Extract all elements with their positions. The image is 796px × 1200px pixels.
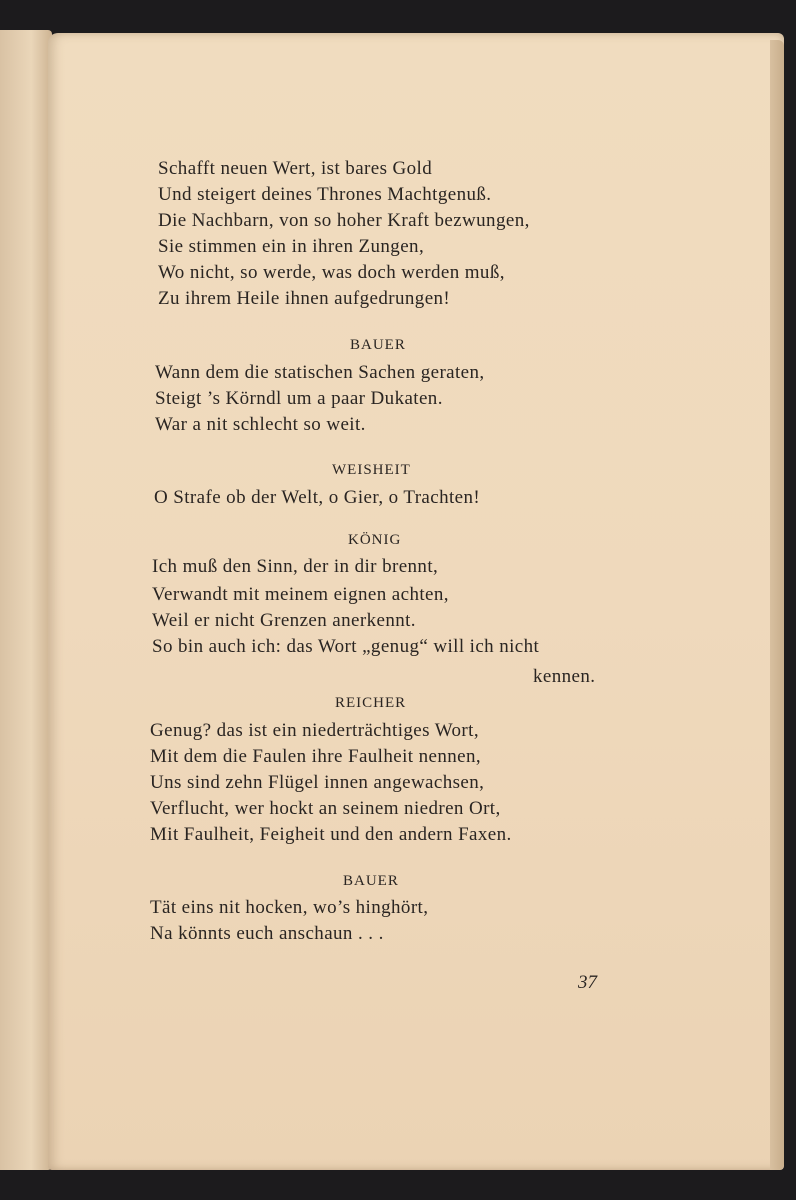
verse-line: Wo nicht, so werde, was doch werden muß, (158, 262, 505, 283)
verse-line: Tät eins nit hocken, wo’s hinghört, (150, 897, 429, 918)
verse-line: Steigt ’s Körndl um a paar Dukaten. (155, 388, 443, 409)
speaker-name: BAUER (343, 873, 399, 889)
verse-line: Sie stimmen ein in ihren Zungen, (158, 236, 425, 257)
verse-line-continuation: kennen. (533, 666, 596, 687)
verse-line: Die Nachbarn, von so hoher Kraft bezwungen, (158, 210, 530, 231)
verse-line: War a nit schlecht so weit. (155, 414, 366, 435)
verse-line: Wann dem die statischen Sachen geraten, (155, 362, 485, 383)
verse-line: Schafft neuen Wert, ist bares Gold (158, 158, 433, 179)
verse-line: Genug? das ist ein niederträchtiges Wort, (150, 720, 479, 741)
page-number: 37 (578, 972, 597, 993)
verse-line: So bin auch ich: das Wort „genug“ will ich nicht (152, 636, 540, 657)
speaker-name: KÖNIG (348, 532, 402, 548)
verse-line: Zu ihrem Heile ihnen aufgedrungen! (158, 288, 451, 309)
verse-line: Verwandt mit meinem eignen achten, (152, 584, 449, 605)
speaker-name: WEISHEIT (332, 462, 411, 478)
verse-line: Ich muß den Sinn, der in dir brennt, (152, 556, 439, 577)
verse-line: Und steigert deines Thrones Machtgenuß. (158, 184, 492, 205)
speaker-name: BAUER (350, 337, 406, 353)
speaker-name: REICHER (335, 695, 407, 711)
verse-line: O Strafe ob der Welt, o Gier, o Trachten! (154, 487, 481, 508)
verse-line: Mit dem die Faulen ihre Faulheit nennen, (150, 746, 482, 767)
verse-line: Uns sind zehn Flügel innen angewachsen, (150, 772, 485, 793)
verse-line: Mit Faulheit, Feigheit und den andern Faxen. (150, 824, 512, 845)
verse-line: Verflucht, wer hockt an seinem niedren Ort, (150, 798, 501, 819)
verse-line: Weil er nicht Grenzen anerkennt. (152, 610, 416, 631)
verse-line: Na könnts euch anschaun . . . (150, 923, 384, 944)
